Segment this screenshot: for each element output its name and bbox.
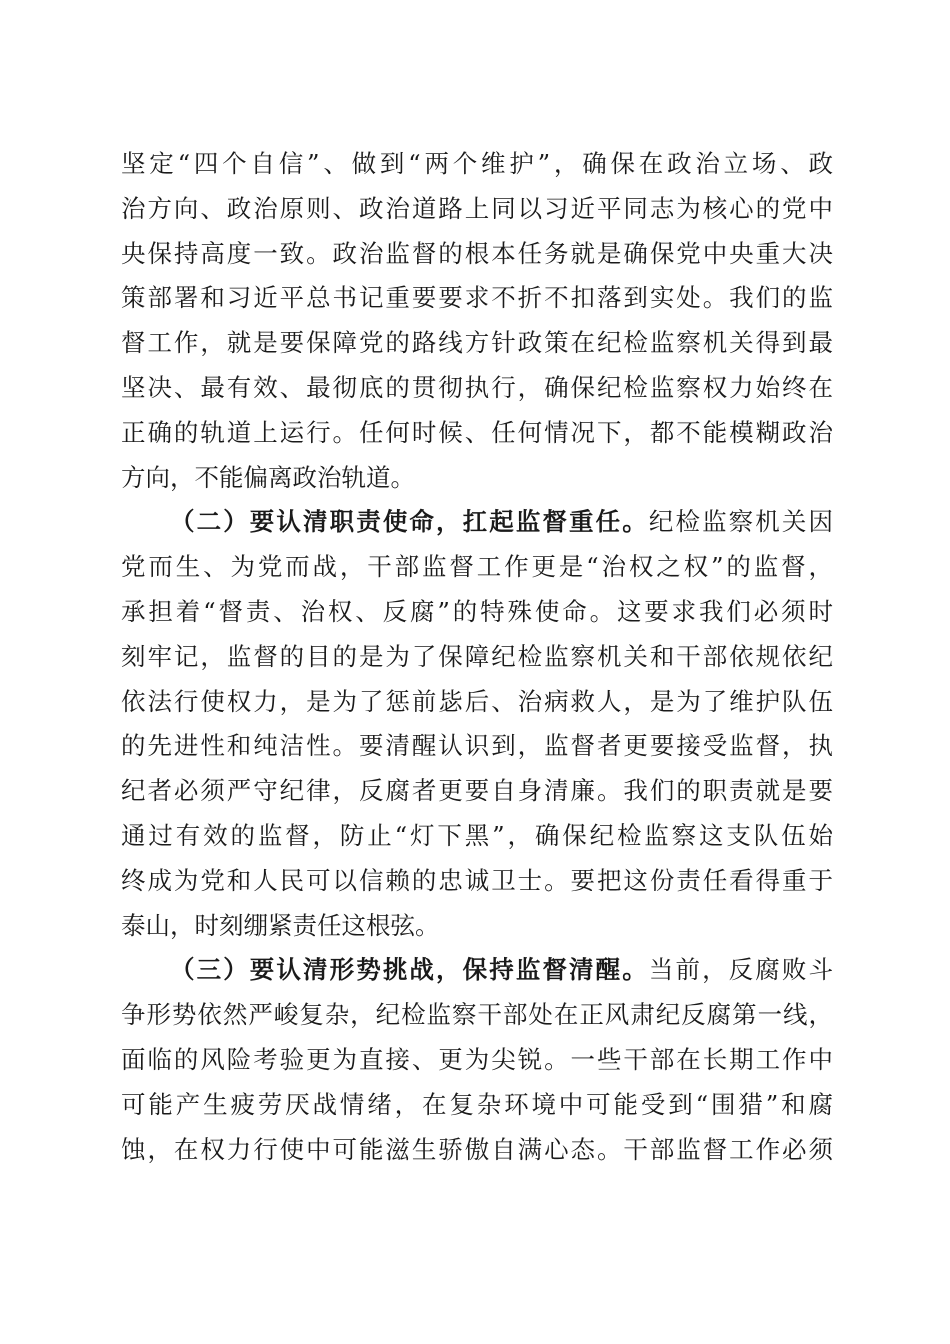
- text-line: 蚀，在权力行使中可能滋生骄傲自满心态。干部监督工作必须: [121, 1134, 833, 1164]
- text-line: 争形势依然严峻复杂，纪检监察干部处在正风肃纪反腐第一线，: [121, 1000, 833, 1030]
- text-fragment: 纪检监察机关因: [648, 507, 833, 537]
- text-line: 策部署和习近平总书记重要要求不折不扣落到实处。我们的监: [121, 283, 833, 313]
- text-line: 方向，不能偏离政治轨道。: [121, 462, 415, 492]
- text-line: 承担着“督责、治权、反腐”的特殊使命。这要求我们必须时: [121, 596, 833, 626]
- section-heading: （三）要认清形势挑战，保持监督清醒。: [170, 955, 649, 985]
- section-heading: （二）要认清职责使命，扛起监督重任。: [170, 507, 649, 537]
- text-line: 治方向、政治原则、政治道路上同以习近平同志为核心的党中: [121, 193, 833, 223]
- paragraph-political-supervision: [121, 142, 833, 500]
- text-line: 坚决、最有效、最彻底的贯彻执行，确保纪检监察权力始终在: [121, 372, 833, 402]
- text-line: 纪者必须严守纪律，反腐者更要自身清廉。我们的职责就是要: [121, 776, 833, 806]
- text-line: 终成为党和人民可以信赖的忠诚卫士。要把这份责任看得重于: [121, 865, 833, 895]
- text-line: 坚定“四个自信”、做到“两个维护”，确保在政治立场、政: [121, 149, 833, 178]
- paragraph-situation-challenge: [121, 948, 833, 1172]
- text-line: 的先进性和纯洁性。要清醒认识到，监督者更要接受监督，执: [121, 731, 833, 761]
- text-line: [121, 948, 833, 993]
- text-line: 正确的轨道上运行。任何时候、任何情况下，都不能模糊政治: [121, 417, 833, 447]
- text-line: 督工作，就是要保障党的路线方针政策在纪检监察机关得到最: [121, 328, 833, 358]
- text-line: 面临的风险考验更为直接、更为尖锐。一些干部在长期工作中: [121, 1044, 833, 1074]
- text-line: 刻牢记，监督的目的是为了保障纪检监察机关和干部依规依纪: [121, 641, 833, 671]
- text-line: 央保持高度一致。政治监督的根本任务就是确保党中央重大决: [121, 238, 833, 268]
- text-fragment: 当前，反腐败斗: [648, 955, 833, 985]
- text-line: 党而生、为党而战，干部监督工作更是“治权之权”的监督，: [121, 552, 833, 582]
- text-line: 泰山，时刻绷紧责任这根弦。: [121, 910, 440, 940]
- text-line: [121, 500, 833, 545]
- text-line: 依法行使权力，是为了惩前毖后、治病救人，是为了维护队伍: [121, 686, 833, 716]
- paragraph-duty-mission: [121, 500, 833, 948]
- text-line: 可能产生疲劳厌战情绪，在复杂环境中可能受到“围猎”和腐: [121, 1089, 833, 1119]
- body-text: [121, 142, 833, 1172]
- text-line: 通过有效的监督，防止“灯下黑”，确保纪检监察这支队伍始: [121, 820, 833, 850]
